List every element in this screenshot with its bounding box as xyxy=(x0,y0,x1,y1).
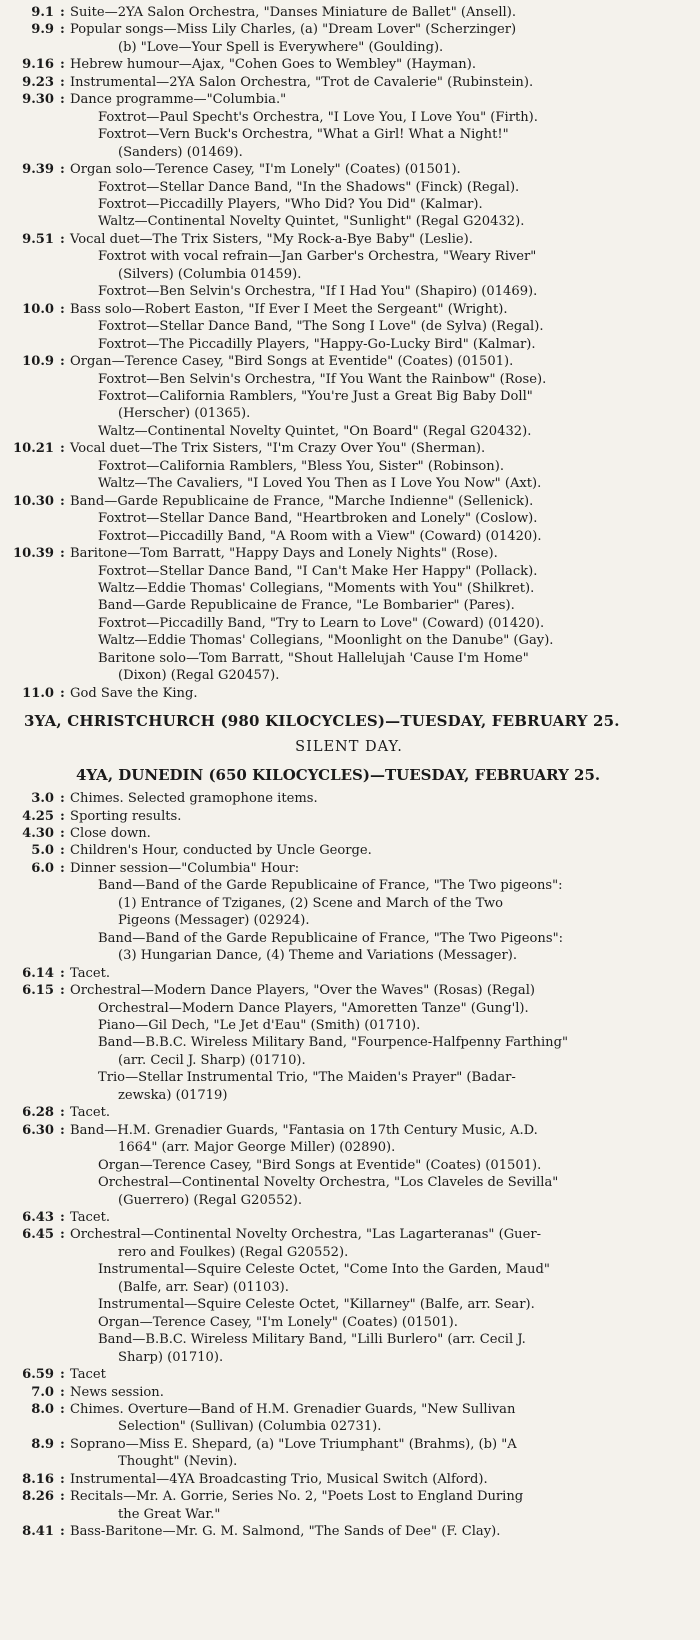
time-separator: : xyxy=(60,162,65,178)
programme-text: the Great War." xyxy=(118,1506,221,1522)
programme-line xyxy=(6,632,692,649)
programme-text: (Herscher) (01365). xyxy=(118,406,251,422)
programme-line xyxy=(6,912,692,929)
programme-text: Waltz—Eddie Thomas' Collegians, "Moonlight on the Danube" (Gay). xyxy=(98,633,554,649)
time-label: 4.25 xyxy=(22,808,54,824)
time-separator: : xyxy=(60,1489,65,1505)
programme-text: Instrumental—Squire Celeste Octet, "Killarney" (Balfe, arr. Sear). xyxy=(98,1297,535,1313)
programme-line xyxy=(6,685,692,702)
time-label: 8.9 xyxy=(31,1436,54,1452)
programme-text: Baritone solo—Tom Barratt, "Shout Hallelujah 'Cause I'm Home" xyxy=(98,650,529,666)
programme-line xyxy=(6,1296,692,1313)
programme-text: Foxtrot with vocal refrain—Jan Garber's Orchestra, "Weary River" xyxy=(98,249,537,265)
time-label: 6.59 xyxy=(22,1367,54,1383)
programme-text: Foxtrot—Piccadilly Band, "A Room with a View" (Coward) (01420). xyxy=(98,528,542,544)
programme-line xyxy=(6,1052,692,1069)
programme-line xyxy=(6,1366,692,1383)
time-label: 10.30 xyxy=(12,493,54,509)
time-label: 9.30 xyxy=(22,92,54,108)
programme-text: Band—Garde Republicaine de France, "Le Bombarier" (Pares). xyxy=(98,598,515,614)
programme-text: Chimes. Selected gramophone items. xyxy=(70,791,318,807)
programme-text: (Guerrero) (Regal G20552). xyxy=(118,1192,303,1208)
programme-line xyxy=(6,126,692,143)
time-label: 9.23 xyxy=(22,74,54,90)
programme-line xyxy=(6,877,692,894)
programme-line xyxy=(6,1418,692,1435)
time-label: 6.45 xyxy=(22,1227,54,1243)
time-separator: : xyxy=(60,685,65,701)
programme-text: Foxtrot—Ben Selvin's Orchestra, "If I Had You" (Shapiro) (01469). xyxy=(98,284,538,300)
programme-text: Dinner session—"Columbia" Hour: xyxy=(70,860,300,876)
programme-text: Dance programme—"Columbia." xyxy=(70,92,287,108)
time-separator: : xyxy=(60,1524,65,1540)
programme-text: Foxtrot—The Piccadilly Players, "Happy-Go-Lucky Bird" (Kalmar). xyxy=(98,336,536,352)
programme-text: Hebrew humour—Ajax, "Cohen Goes to Wembley" (Hayman). xyxy=(70,57,477,73)
time-label: 10.0 xyxy=(22,301,54,317)
time-separator: : xyxy=(60,5,65,20)
time-label: 9.9 xyxy=(31,22,54,38)
programme-line xyxy=(6,650,692,667)
programme-text: Trio—Stellar Instrumental Trio, "The Maiden's Prayer" (Badar- xyxy=(98,1070,516,1086)
programme-line xyxy=(6,1174,692,1191)
programme-text: Soprano—Miss E. Shepard, (a) "Love Triumphant" (Brahms), (b) "A xyxy=(70,1436,517,1452)
programme-text: Foxtrot—Paul Specht's Orchestra, "I Love You, I Love You" (Firth). xyxy=(98,109,538,125)
programme-text: Organ—Terence Casey, "Bird Songs at Eventide" (Coates) (01501). xyxy=(98,1157,542,1173)
programme-text: Thought" (Nevin). xyxy=(118,1454,238,1470)
programme-text: Organ solo—Terence Casey, "I'm Lonely" (Coates) (01501). xyxy=(70,162,461,178)
programme-text: Instrumental—4YA Broadcasting Trio, Musical Switch (Alford). xyxy=(70,1471,488,1487)
programme-line xyxy=(6,371,692,388)
time-separator: : xyxy=(60,231,65,247)
programme-text: Foxtrot—Ben Selvin's Orchestra, "If You Want the Rainbow" (Rose). xyxy=(98,371,547,387)
programme-text: Vocal duet—The Trix Sisters, "I'm Crazy Over You" (Sherman). xyxy=(70,441,486,457)
time-label: 6.30 xyxy=(22,1122,54,1138)
programme-line xyxy=(6,1471,692,1488)
programme-text: Close down. xyxy=(70,826,151,842)
time-label: 10.39 xyxy=(12,546,54,562)
dunedin-heading: 4YA, DUNEDIN (650 KILOCYCLES)—TUESDAY, FEBRUARY 25. xyxy=(76,766,601,785)
time-label: 4.30 xyxy=(22,826,54,842)
time-separator: : xyxy=(60,57,65,73)
programme-text: Band—H.M. Grenadier Guards, "Fantasia on 17th Century Music, A.D. xyxy=(70,1122,538,1138)
programme-line xyxy=(6,39,692,56)
programme-text: Pigeons (Messager) (02924). xyxy=(118,913,310,929)
programme-line xyxy=(6,144,692,161)
programme-line xyxy=(6,213,692,230)
programme-text: Waltz—Eddie Thomas' Collegians, "Moments with You" (Shilkret). xyxy=(98,580,535,596)
programme-text: Bass-Baritone—Mr. G. M. Salmond, "The Sands of Dee" (F. Clay). xyxy=(70,1524,501,1540)
programme-line xyxy=(6,1139,692,1156)
time-separator: : xyxy=(60,1436,65,1452)
programme-text: Instrumental—Squire Celeste Octet, "Come Into the Garden, Maud" xyxy=(98,1262,550,1278)
programme-text: Orchestral—Modern Dance Players, "Amoretten Tanze" (Gung'l). xyxy=(98,1000,529,1016)
programme-line xyxy=(6,1401,692,1418)
programme-text: Orchestral—Modern Dance Players, "Over the Waves" (Rosas) (Regal) xyxy=(70,983,536,999)
dunedin-programme xyxy=(6,790,692,1540)
programme-line xyxy=(6,266,692,283)
programme-text: Band—Band of the Garde Republicaine of France, "The Two Pigeons": xyxy=(98,930,564,946)
programme-text: Band—Garde Republicaine de France, "Marche Indienne" (Sellenick). xyxy=(70,493,534,509)
programme-text: Foxtrot—Piccadilly Band, "Try to Learn to Love" (Coward) (01420). xyxy=(98,615,545,631)
programme-text: Band—Band of the Garde Republicaine of France, "The Two pigeons": xyxy=(98,878,563,894)
programme-text: Foxtrot—Stellar Dance Band, "Heartbroken and Lonely" (Coslow). xyxy=(98,511,538,527)
programme-line xyxy=(6,947,692,964)
programme-text: Baritone—Tom Barratt, "Happy Days and Lonely Nights" (Rose). xyxy=(70,546,498,562)
programme-line xyxy=(6,91,692,108)
programme-line xyxy=(6,196,692,213)
programme-line xyxy=(6,1488,692,1505)
programme-line xyxy=(6,1453,692,1470)
programme-text: Organ—Terence Casey, "Bird Songs at Eventide" (Coates) (01501). xyxy=(70,354,514,370)
programme-line xyxy=(6,161,692,178)
programme-text: Sporting results. xyxy=(70,808,182,824)
time-separator: : xyxy=(60,441,65,457)
programme-line xyxy=(6,1122,692,1139)
programme-line xyxy=(6,440,692,457)
time-label: 7.0 xyxy=(31,1384,54,1400)
programme-text: Tacet xyxy=(70,1367,106,1383)
programme-line xyxy=(6,179,692,196)
time-separator: : xyxy=(60,1210,65,1225)
programme-line xyxy=(6,1436,692,1453)
programme-text: Foxtrot—Stellar Dance Band, "I Can't Make Her Happy" (Pollack). xyxy=(98,563,538,579)
time-separator: : xyxy=(60,1227,65,1243)
time-separator: : xyxy=(60,74,65,90)
christchurch-heading: 3YA, CHRISTCHURCH (980 KILOCYCLES)—TUESDAY, FEBRUARY 25. xyxy=(24,712,620,731)
programme-text: Orchestral—Continental Novelty Orchestra, "Los Claveles de Sevilla" xyxy=(98,1175,559,1191)
time-separator: : xyxy=(60,826,65,842)
time-separator: : xyxy=(60,1384,65,1400)
programme-line xyxy=(6,1087,692,1104)
programme-line xyxy=(6,248,692,265)
programme-text: Foxtrot—Vern Buck's Orchestra, "What a Girl! What a Night!" xyxy=(98,127,509,143)
programme-line xyxy=(6,842,692,859)
time-separator: : xyxy=(60,22,65,38)
programme-text: (Sanders) (01469). xyxy=(118,144,243,160)
programme-line xyxy=(6,615,692,632)
programme-text: (1) Entrance of Tziganes, (2) Scene and March of the Two xyxy=(118,895,503,911)
programme-text: Band—B.B.C. Wireless Military Band, "Fourpence-Halfpenny Farthing" xyxy=(98,1035,568,1051)
programme-line xyxy=(6,493,692,510)
programme-text: Foxtrot—California Ramblers, "Bless You, Sister" (Robinson). xyxy=(98,458,504,474)
programme-text: Orchestral—Continental Novelty Orchestra, "Las Lagarteranas" (Guer- xyxy=(70,1227,542,1243)
programme-line xyxy=(6,388,692,405)
programme-line xyxy=(6,1384,692,1401)
time-separator: : xyxy=(60,92,65,108)
time-label: 6.43 xyxy=(22,1210,54,1225)
programme-text: Tacet. xyxy=(70,965,111,981)
programme-line xyxy=(6,283,692,300)
programme-line xyxy=(6,965,692,982)
programme-line xyxy=(6,1261,692,1278)
programme-text: Waltz—Continental Novelty Quintet, "Sunlight" (Regal G20432). xyxy=(98,214,525,230)
programme-line xyxy=(6,109,692,126)
programme-line xyxy=(6,982,692,999)
programme-text: News session. xyxy=(70,1384,164,1400)
programme-text: (Silvers) (Columbia 01459). xyxy=(118,266,302,282)
programme-line xyxy=(6,4,692,21)
programme-line xyxy=(6,1523,692,1540)
programme-text: Bass solo—Robert Easton, "If Ever I Meet the Sergeant" (Wright). xyxy=(70,301,508,317)
time-label: 8.26 xyxy=(22,1489,54,1505)
time-separator: : xyxy=(60,1471,65,1487)
programme-text: Recitals—Mr. A. Gorrie, Series No. 2, "Poets Lost to England During xyxy=(70,1489,524,1505)
programme-line xyxy=(6,231,692,248)
time-label: 10.21 xyxy=(12,441,54,457)
programme-line xyxy=(6,1069,692,1086)
programme-line xyxy=(6,1209,692,1226)
time-separator: : xyxy=(60,354,65,370)
programme-text: Children's Hour, conducted by Uncle George. xyxy=(70,843,372,859)
time-separator: : xyxy=(60,983,65,999)
time-separator: : xyxy=(60,965,65,981)
time-separator: : xyxy=(60,1401,65,1417)
time-label: 6.0 xyxy=(31,860,54,876)
time-separator: : xyxy=(60,546,65,562)
programme-line xyxy=(6,860,692,877)
programme-line xyxy=(6,790,692,807)
programme-line xyxy=(6,1314,692,1331)
programme-line xyxy=(6,563,692,580)
programme-text: (Balfe, arr. Sear) (01103). xyxy=(118,1279,289,1295)
time-label: 8.16 xyxy=(22,1471,54,1487)
programme-text: Suite—2YA Salon Orchestra, "Danses Miniature de Ballet" (Ansell). xyxy=(70,5,516,20)
time-separator: : xyxy=(60,860,65,876)
programme-line xyxy=(6,301,692,318)
time-label: 9.16 xyxy=(22,57,54,73)
programme-line xyxy=(6,1104,692,1121)
programme-text: Band—B.B.C. Wireless Military Band, "Lilli Burlero" (arr. Cecil J. xyxy=(98,1332,526,1348)
programme-line xyxy=(6,808,692,825)
time-label: 10.9 xyxy=(22,354,54,370)
programme-text: Organ—Terence Casey, "I'm Lonely" (Coates) (01501). xyxy=(98,1314,458,1330)
time-separator: : xyxy=(60,843,65,859)
time-separator: : xyxy=(60,808,65,824)
time-label: 9.51 xyxy=(22,231,54,247)
programme-text: Chimes. Overture—Band of H.M. Grenadier Guards, "New Sullivan xyxy=(70,1401,516,1417)
programme-text: 1664" (arr. Major George Miller) (02890). xyxy=(118,1140,396,1156)
programme-line xyxy=(6,667,692,684)
programme-text: Foxtrot—Stellar Dance Band, "The Song I Love" (de Sylva) (Regal). xyxy=(98,319,544,335)
time-label: 5.0 xyxy=(31,843,54,859)
programme-line xyxy=(6,1226,692,1243)
time-label: 11.0 xyxy=(22,685,54,701)
programme-text: Sharp) (01710). xyxy=(118,1349,224,1365)
time-separator: : xyxy=(60,791,65,807)
programme-text: Vocal duet—The Trix Sisters, "My Rock-a-Bye Baby" (Leslie). xyxy=(70,231,473,247)
programme-line xyxy=(6,1157,692,1174)
programme-line xyxy=(6,475,692,492)
programme-line xyxy=(6,510,692,527)
programme-line xyxy=(6,1034,692,1051)
programme-line xyxy=(6,1349,692,1366)
programme-line xyxy=(6,528,692,545)
programme-line xyxy=(6,318,692,335)
programme-text: Foxtrot—California Ramblers, "You're Just a Great Big Baby Doll" xyxy=(98,388,533,404)
programme-text: rero and Foulkes) (Regal G20552). xyxy=(118,1244,349,1260)
programme-text: Tacet. xyxy=(70,1210,111,1225)
programme-text: Foxtrot—Stellar Dance Band, "In the Shadows" (Finck) (Regal). xyxy=(98,179,520,195)
programme-line xyxy=(6,56,692,73)
programme-line xyxy=(6,895,692,912)
time-label: 8.41 xyxy=(22,1524,54,1540)
wellington-programme-continued xyxy=(6,4,692,702)
programme-text: Tacet. xyxy=(70,1105,111,1121)
time-label: 6.15 xyxy=(22,983,54,999)
time-label: 6.28 xyxy=(22,1105,54,1121)
programme-line xyxy=(6,1192,692,1209)
programme-text: Piano—Gil Dech, "Le Jet d'Eau" (Smith) (01710). xyxy=(98,1018,421,1034)
time-label: 3.0 xyxy=(31,791,54,807)
time-separator: : xyxy=(60,301,65,317)
programme-text: Selection" (Sullivan) (Columbia 02731). xyxy=(118,1419,382,1435)
time-label: 9.1 xyxy=(31,5,54,20)
programme-line xyxy=(6,1017,692,1034)
programme-line xyxy=(6,1279,692,1296)
programme-line xyxy=(6,458,692,475)
time-separator: : xyxy=(60,1105,65,1121)
programme-line xyxy=(6,825,692,842)
programme-text: (3) Hungarian Dance, (4) Theme and Variations (Messager). xyxy=(118,948,518,964)
time-label: 6.14 xyxy=(22,965,54,981)
programme-text: Popular songs—Miss Lily Charles, (a) "Dream Lover" (Scherzinger) xyxy=(70,22,517,38)
programme-text: God Save the King. xyxy=(70,685,198,701)
programme-line xyxy=(6,423,692,440)
time-separator: : xyxy=(60,493,65,509)
programme-line xyxy=(6,597,692,614)
programme-text: Foxtrot—Piccadilly Players, "Who Did? You Did" (Kalmar). xyxy=(98,196,483,212)
programme-line xyxy=(6,545,692,562)
time-separator: : xyxy=(60,1367,65,1383)
programme-line xyxy=(6,1331,692,1348)
programme-line xyxy=(6,405,692,422)
programme-line xyxy=(6,21,692,38)
programme-line xyxy=(6,580,692,597)
programme-text: Instrumental—2YA Salon Orchestra, "Trot de Cavalerie" (Rubinstein). xyxy=(70,74,534,90)
programme-text: (Dixon) (Regal G20457). xyxy=(118,668,280,684)
programme-line xyxy=(6,1506,692,1523)
programme-text: Waltz—The Cavaliers, "I Loved You Then as I Love You Now" (Axt). xyxy=(98,476,542,492)
programme-line xyxy=(6,1244,692,1261)
time-label: 8.0 xyxy=(31,1401,54,1417)
programme-text: Waltz—Continental Novelty Quintet, "On Board" (Regal G20432). xyxy=(98,423,532,439)
silent-day-notice: SILENT DAY. xyxy=(295,739,403,756)
programme-text: zewska) (01719) xyxy=(118,1087,228,1103)
programme-line xyxy=(6,930,692,947)
programme-line xyxy=(6,1000,692,1017)
programme-line xyxy=(6,336,692,353)
time-separator: : xyxy=(60,1122,65,1138)
programme-text: (arr. Cecil J. Sharp) (01710). xyxy=(118,1052,306,1068)
programme-text: (b) "Love—Your Spell is Everywhere" (Goulding). xyxy=(118,39,444,55)
programme-line xyxy=(6,74,692,91)
programme-line xyxy=(6,353,692,370)
time-label: 9.39 xyxy=(22,162,54,178)
